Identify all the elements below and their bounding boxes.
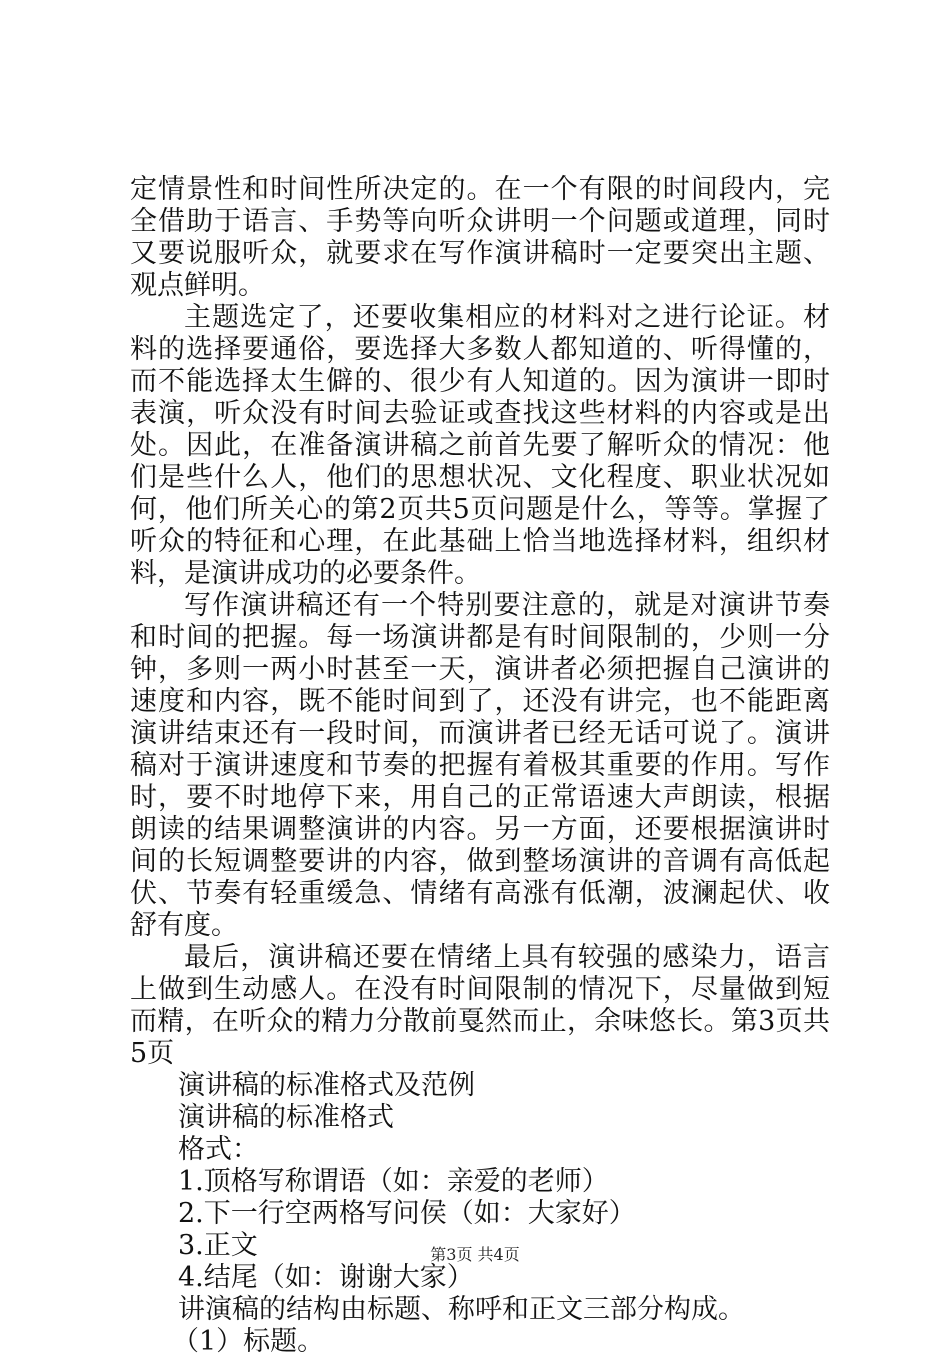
section-heading: 演讲稿的标准格式及范例 [178,1070,475,1101]
format-item-4: 4.结尾（如：谢谢大家） [178,1262,474,1293]
structure-sentence: 讲演稿的结构由标题、称呼和正文三部分构成。 [178,1294,745,1325]
format-item-2: 2.下一行空两格写问侯（如：大家好） [178,1198,636,1229]
subsection-heading: 演讲稿的标准格式 [178,1102,394,1133]
format-item-1: 1.顶格写称谓语（如：亲爱的老师） [178,1166,609,1197]
paragraph-3: 写作演讲稿还有一个特别要注意的，就是对演讲节奏和时间的把握。每一场演讲都是有时间限制的，少则一分钟，多则一两小时甚至一天，演讲者必须把握自己演讲的速度和内容，既不能时间到了，还没有讲完，也不能距离演讲结束还有一段时间，而演讲者已经无话可说了。演讲稿对于演讲速度和节奏的把握有着极其重要的作用。写作时，要不时地停下来，用自己的正常语速大声朗读，根据朗读的结果调整演讲的内容。另一方面，还要根据演讲时间的长短调整要讲的内容，做到整场演讲的音调有高低起伏、节奏有轻重缓急、情绪有高涨有低潮，波澜起伏、收舒有度。 [130,590,830,941]
title-item: （1）标题。 [172,1326,325,1357]
page-footer: 第3页 共4页 [430,1245,520,1264]
paragraph-2: 主题选定了，还要收集相应的材料对之进行论证。材料的选择要通俗，要选择大多数人都知道的、听得懂的，而不能选择太生僻的、很少有人知道的。因为演讲一即时表演，听众没有时间去验证或查找这些材料的内容或是出处。因此，在准备演讲稿之前首先要了解听众的情况：他们是些什么人，他们的思想状况、文化程度、职业状况如何，他们所关心的第2页共5页问题是什么，等等。掌握了听众的特征和心理，在此基础上恰当地选择材料，组织材料，是演讲成功的必要条件。 [130,302,830,589]
format-label: 格式： [178,1134,259,1165]
paragraph-1: 定情景性和时间性所决定的。在一个有限的时间段内，完全借助于语言、手势等向听众讲明一个问题或道理，同时又要说服听众，就要求在写作演讲稿时一定要突出主题、观点鲜明。 [130,174,830,301]
format-item-3: 3.正文 [178,1230,258,1261]
document-body [130,174,830,1358]
paragraph-4: 最后，演讲稿还要在情绪上具有较强的感染力，语言上做到生动感人。在没有时间限制的情况下，尽量做到短而精，在听众的精力分散前戛然而止，余味悠长。第3页共5页 [130,942,830,1069]
